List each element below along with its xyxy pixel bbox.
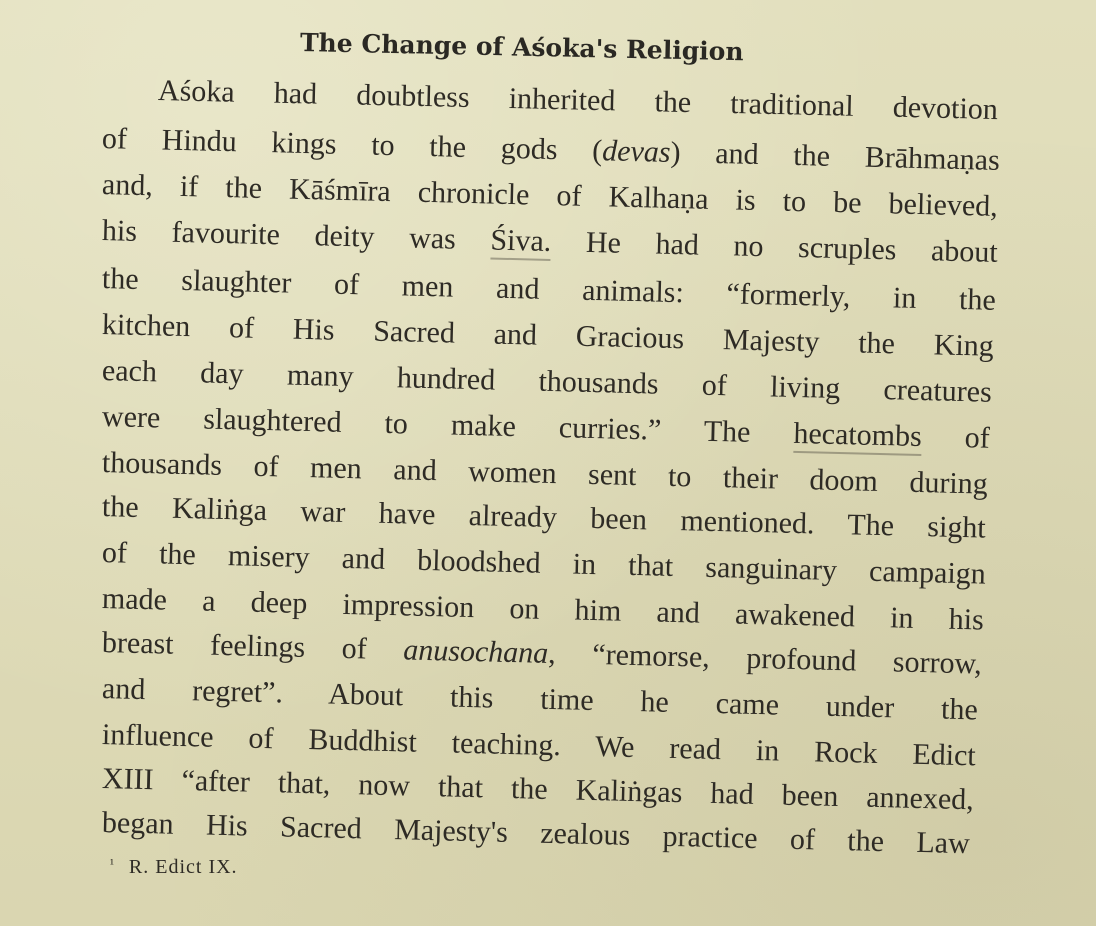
- anusochana-italic: anusochana: [402, 633, 549, 670]
- body-line-1-text: Aśoka had doubtless inherited the traditional devotion: [157, 74, 999, 127]
- body-line-9-text: thousands of men and women sent to their doom during: [101, 446, 989, 501]
- body-line-7-text: each day many hundred thousands of living creatures: [101, 354, 993, 409]
- body-line-16-text: XIII “after that, now that the Kaliṅgas had been annexed,: [101, 762, 975, 817]
- body-line-12-text: made a deep impression on him and awakened in his: [101, 582, 985, 637]
- siva-underlined: Śiva.: [490, 223, 552, 260]
- body-line-7: [102, 354, 993, 410]
- body-line-13: [102, 626, 983, 681]
- body-line-2: [102, 122, 1001, 178]
- body-line-13-text: breast feelings of anusochana, “remorse, profound sorrow,: [101, 626, 983, 681]
- body-line-2-text: of Hindu kings to the gods (devas) and the Brāhmaṇas: [101, 122, 1001, 177]
- body-line-14-text: and regret”. About this time he came under the: [101, 672, 979, 727]
- page-title: The Change of Aśoka's Religion: [299, 28, 744, 67]
- body-line-11-text: of the misery and bloodshed in that sanguinary campaign: [101, 536, 987, 591]
- body-line-14: [102, 672, 979, 727]
- body-line-4: [102, 214, 999, 270]
- body-line-15-text: influence of Buddhist teaching. We read in Rock Edict: [101, 718, 977, 773]
- body-line-8: [102, 400, 991, 456]
- body-line-5-text: the slaughter of men and animals: “formerly, in the: [101, 262, 997, 317]
- bleed-through-text: [10, 0, 18, 24]
- body-line-4-text: his favourite deity was Śiva. He had no scruples about: [101, 214, 999, 269]
- body-line-6: [102, 308, 995, 364]
- footnote: [110, 856, 238, 879]
- body-line-17-text: began His Sacred Majesty's zealous practice of the Law: [101, 806, 971, 861]
- footnote-mark: ¹: [110, 856, 115, 871]
- devas-italic: devas: [601, 134, 671, 169]
- body-line-10-text: the Kaliṅga war have already been mentioned. The sight: [101, 490, 987, 545]
- body-line-11: [102, 536, 987, 592]
- hecatombs-underlined: hecatombs: [793, 417, 922, 456]
- body-line-6-text: kitchen of His Sacred and Gracious Majesty the King: [101, 308, 995, 363]
- footnote-text: R. Edict IX.: [128, 856, 238, 878]
- body-line-5: [102, 262, 997, 318]
- body-line-3-text: and, if the Kāśmīra chronicle of Kalhaṇa is to be believed,: [101, 168, 999, 223]
- body-line-8-text: were slaughtered to make curries.” The hecatombs of: [101, 400, 991, 455]
- body-line-17: [102, 806, 971, 861]
- body-line-1: [158, 74, 999, 127]
- body-line-3: [102, 168, 999, 224]
